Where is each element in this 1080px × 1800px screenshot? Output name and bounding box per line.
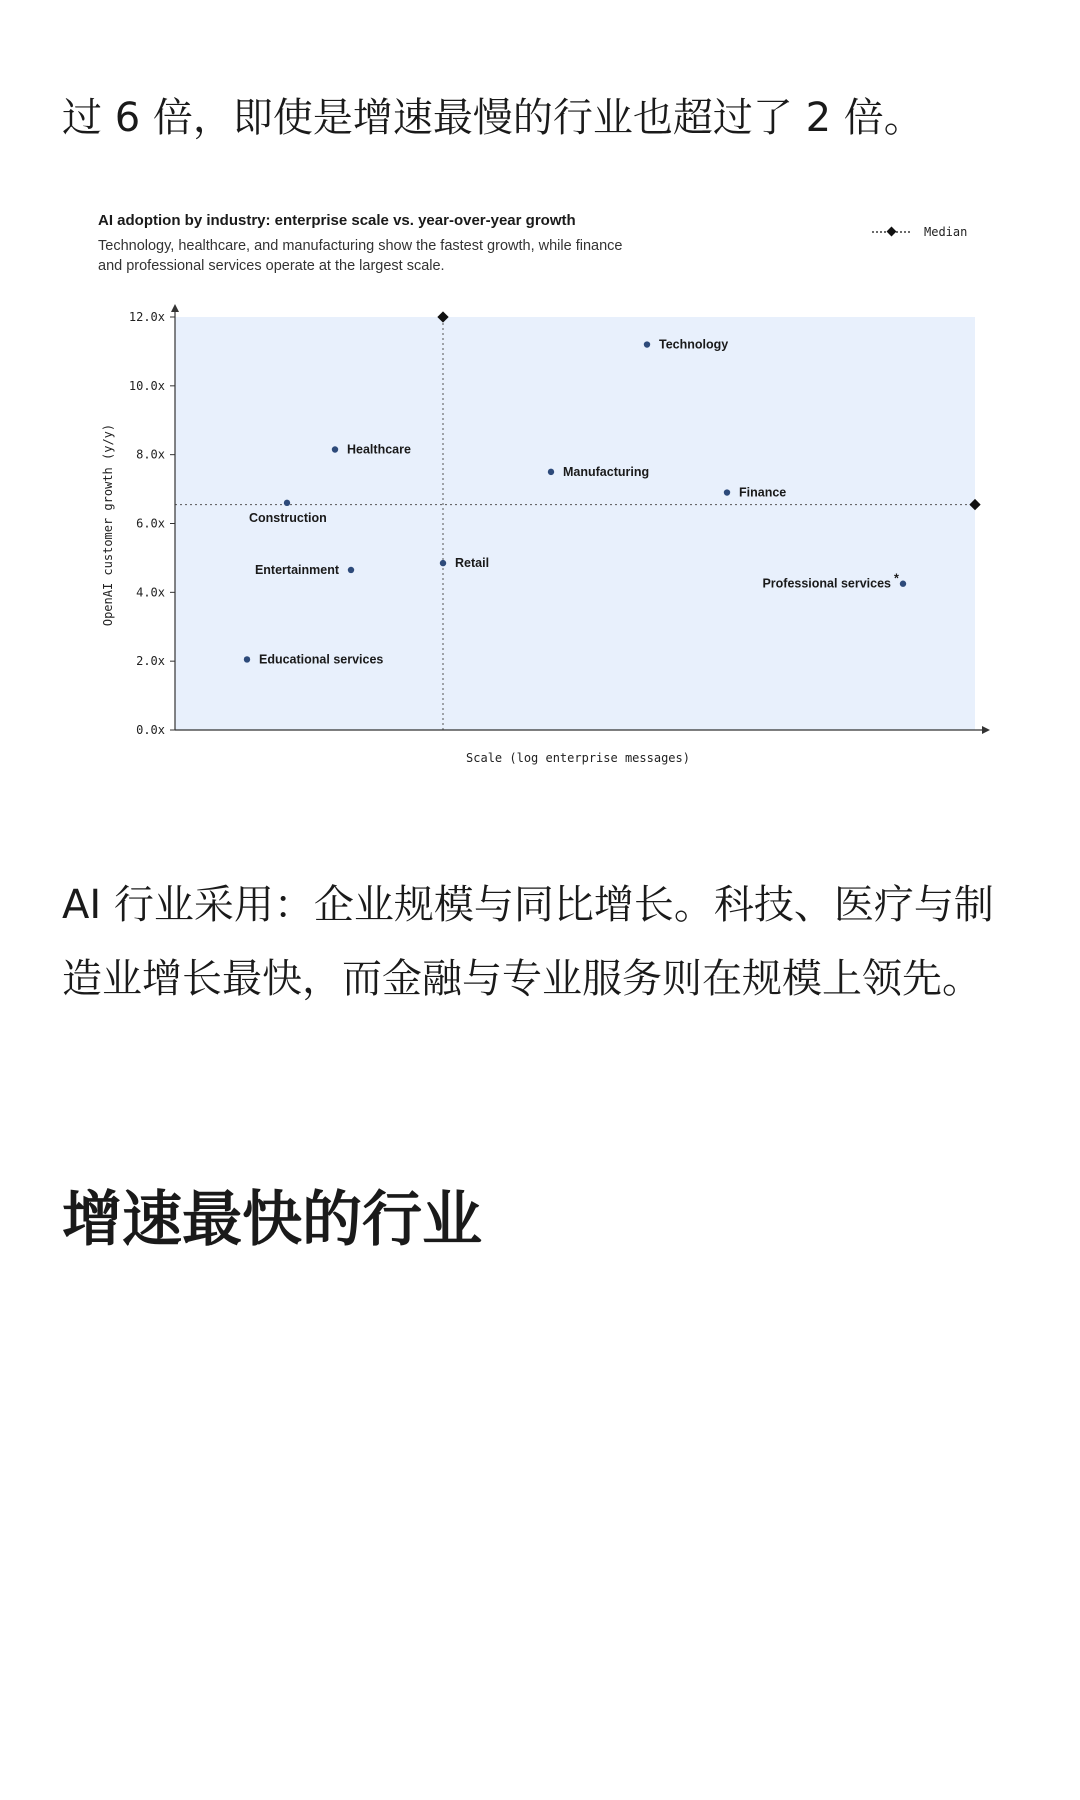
- y-axis-label: OpenAI customer growth (y/y): [101, 423, 115, 627]
- point-retail: [440, 560, 446, 566]
- y-axis-arrow: [171, 304, 179, 312]
- x-axis-arrow: [982, 726, 990, 734]
- point-entertainment: [348, 567, 354, 573]
- legend-median-marker: [887, 227, 897, 237]
- point-label-construction: Construction: [249, 510, 327, 525]
- point-manufacturing: [548, 469, 554, 475]
- point-construction: [284, 500, 290, 506]
- chart-title: AI adoption by industry: enterprise scale vs. year-over-year growth: [98, 212, 576, 229]
- point-label-professional-services: Professional services: [762, 576, 891, 591]
- point-label-entertainment: Entertainment: [254, 562, 339, 577]
- point-label-educational-services: Educational services: [259, 652, 384, 667]
- y-tick-label: 4.0x: [136, 585, 165, 600]
- footnote-mark: *: [894, 571, 899, 586]
- y-tick-label: 12.0x: [128, 310, 165, 324]
- point-label-manufacturing: Manufacturing: [563, 464, 650, 479]
- chart-legend: [872, 225, 967, 239]
- point-educational-services: [244, 656, 250, 662]
- y-tick-label: 6.0x: [136, 516, 165, 531]
- intro-paragraph: 过 6 倍，即使是增速最慢的行业也超过了 2 倍。: [62, 95, 924, 141]
- point-technology: [644, 341, 650, 347]
- point-label-healthcare: Healthcare: [347, 442, 411, 457]
- point-professional-services: [900, 581, 906, 587]
- y-tick-label: 8.0x: [136, 447, 165, 462]
- point-label-finance: Finance: [739, 485, 787, 500]
- chart-subtitle-line-1: Technology, healthcare, and manufacturing show the fastest growth, while finance: [98, 238, 623, 254]
- y-tick-label: 2.0x: [136, 654, 165, 669]
- point-label-retail: Retail: [455, 556, 490, 571]
- section-heading: 增速最快的行业: [62, 1185, 482, 1255]
- point-healthcare: [332, 446, 338, 452]
- point-finance: [724, 489, 730, 495]
- legend-median-label: Median: [924, 225, 968, 239]
- chart-subtitle-line-2: and professional services operate at the largest scale.: [98, 258, 445, 274]
- x-axis-label: Scale (log enterprise messages): [466, 751, 690, 765]
- y-tick-label: 10.0x: [128, 378, 165, 393]
- chart-caption: AI 行业采用：企业规模与同比增长。科技、医疗与制造业增长最快，而金融与专业服务则在规模上领先。: [62, 882, 994, 1002]
- y-tick-label: 0.0x: [136, 723, 165, 737]
- scatter-chart: [0, 190, 1080, 840]
- chart-figure: [0, 190, 1080, 840]
- y-axis-ticks: [129, 310, 175, 737]
- point-label-technology: Technology: [659, 337, 729, 352]
